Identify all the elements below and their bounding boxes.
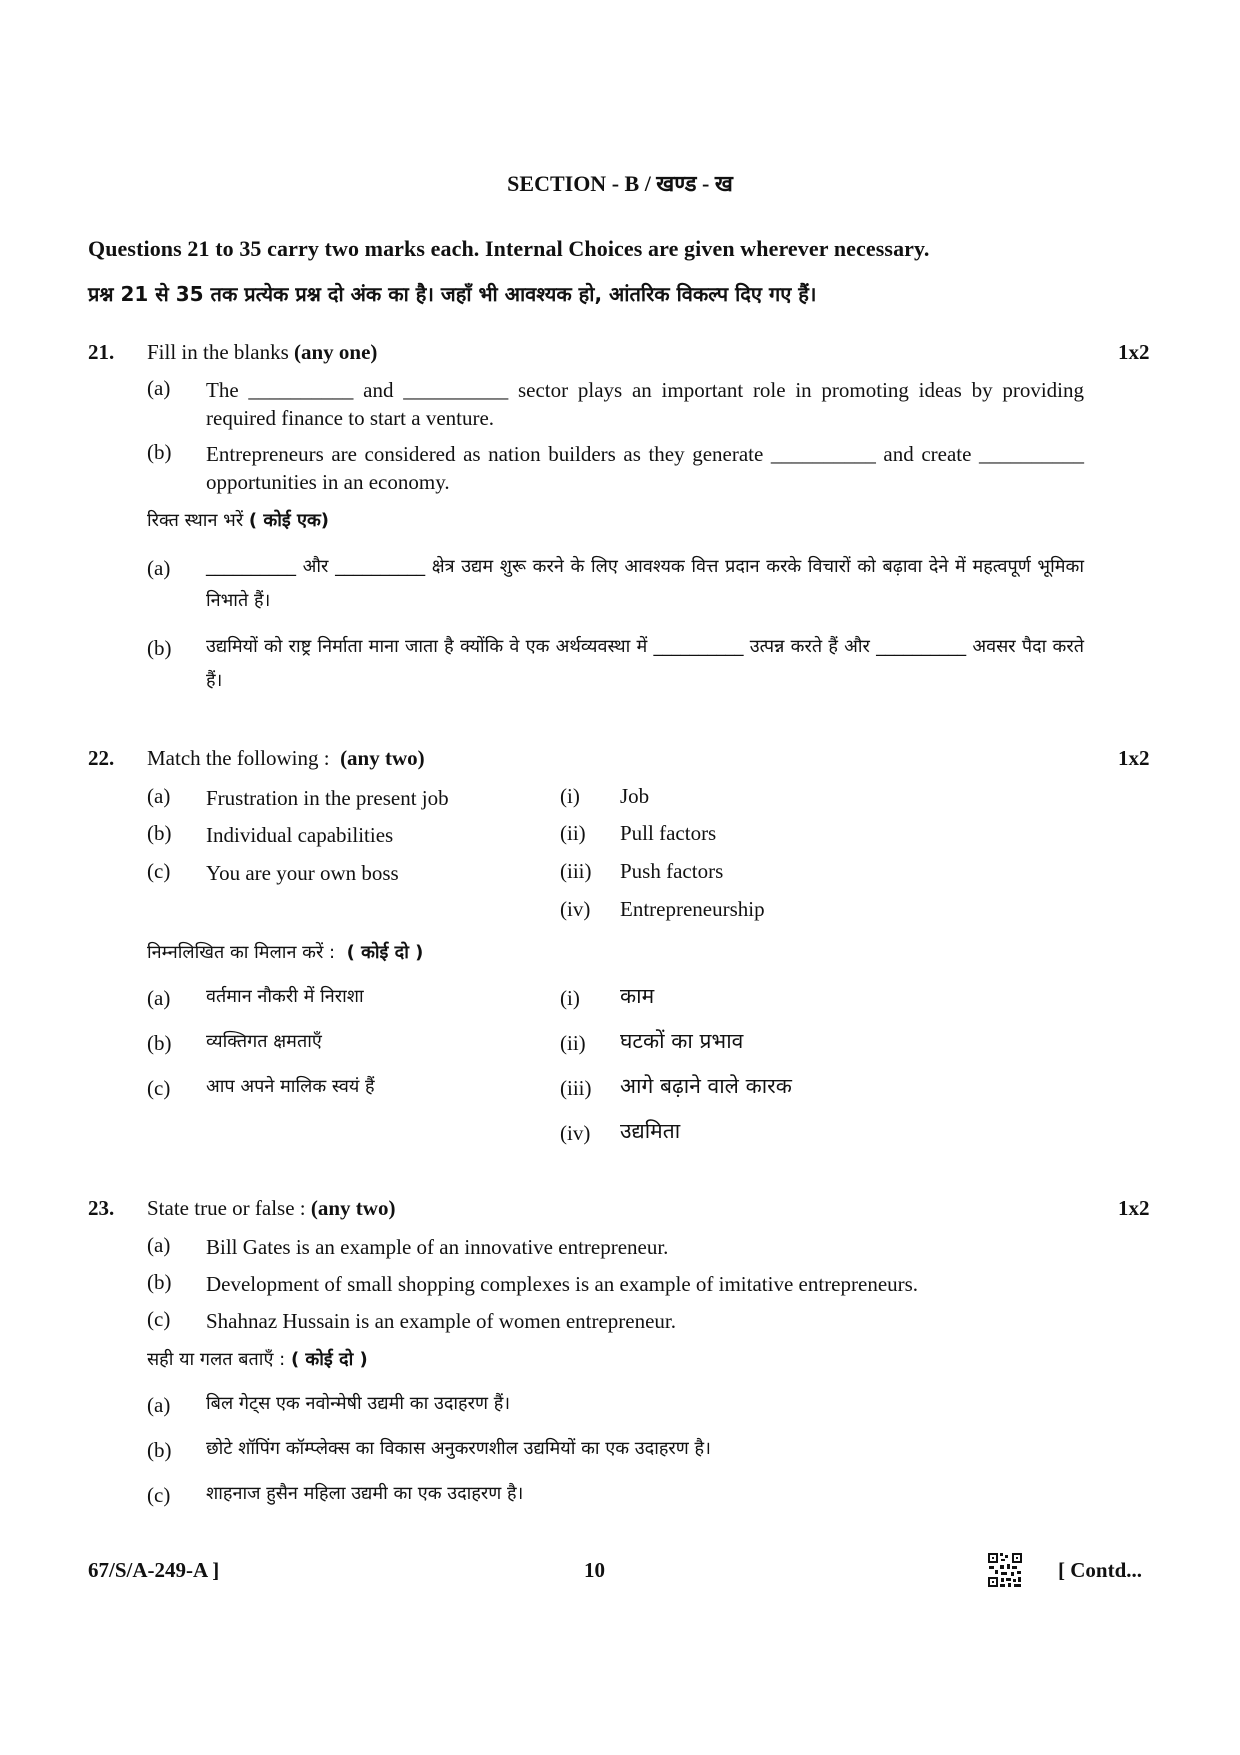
option-label: (a)	[147, 556, 171, 580]
match-right-item-hindi: घटकों का प्रभाव	[620, 1029, 744, 1053]
option-label: (b)	[147, 440, 172, 464]
option-label: (c)	[147, 1307, 171, 1331]
statement-item: Bill Gates is an example of an innovative entrepreneur.	[206, 1235, 669, 1259]
qr-code-icon	[987, 1552, 1023, 1588]
match-right-item: Push factors	[620, 859, 724, 883]
statement-item: Development of small shopping complexes is an example of imitative entrepreneurs.	[206, 1272, 919, 1296]
option-label: (c)	[147, 1483, 171, 1507]
question-choice: (any two)	[310, 1196, 396, 1220]
match-left-item: Individual capabilities	[206, 823, 394, 847]
question-text-hindi	[147, 1347, 368, 1371]
option-label: (iv)	[560, 1121, 591, 1145]
page-number: 10	[584, 1558, 605, 1582]
option-label: (c)	[147, 1076, 171, 1100]
option-label: (a)	[147, 1233, 171, 1257]
question-marks: 1x2	[1118, 746, 1150, 770]
option-label: (a)	[147, 1393, 171, 1417]
option-label: (iii)	[560, 859, 592, 883]
question-number: 21.	[88, 340, 115, 364]
question-choice: ( कोई दो )	[290, 1349, 368, 1370]
question-marks: 1x2	[1118, 340, 1150, 364]
question-text	[147, 1196, 395, 1221]
statement-item-hindi: बिल गेट्स एक नवोन्मेषी उद्यमी का उदाहरण हैं।	[206, 1393, 511, 1414]
question-text-hindi	[147, 508, 329, 532]
instructions-english: Questions 21 to 35 carry two marks each. Internal Choices are given wherever necessary.	[88, 236, 930, 261]
paper-code: 67/S/A-249-A ]	[88, 1558, 220, 1582]
option-label: (b)	[147, 821, 172, 845]
option-label: (a)	[147, 376, 171, 400]
match-left-item-hindi: व्यक्तिगत क्षमताएँ	[206, 1031, 322, 1052]
option-text: Entrepreneurs are considered as nation builders as they generate __________ and create __________ opportunities in an economy.	[206, 442, 1084, 494]
question-prompt: Match the following :	[147, 746, 330, 770]
statement-item: Shahnaz Hussain is an example of women entrepreneur.	[206, 1309, 677, 1333]
match-left-item: Frustration in the present job	[206, 786, 449, 810]
statement-item-hindi: शाहनाज हुसैन महिला उद्यमी का एक उदाहरण है।	[206, 1483, 524, 1504]
option-label: (c)	[147, 859, 171, 883]
match-right-item: Entrepreneurship	[620, 897, 765, 921]
option-label: (i)	[560, 986, 580, 1010]
question-text-hindi	[147, 940, 423, 964]
question-choice: (any two)	[340, 746, 425, 770]
question-number: 22.	[88, 746, 115, 770]
question-text	[147, 746, 425, 771]
continued-note: [ Contd...	[1058, 1558, 1143, 1582]
match-right-item-hindi: आगे बढ़ाने वाले कारक	[620, 1074, 792, 1098]
option-label: (a)	[147, 986, 171, 1010]
option-label: (ii)	[560, 821, 586, 845]
option-label: (b)	[147, 1270, 172, 1294]
option-label: (iv)	[560, 897, 591, 921]
match-left-item-hindi: आप अपने मालिक स्वयं हैं	[206, 1076, 375, 1097]
question-prompt: Fill in the blanks	[147, 340, 289, 364]
option-label: (iii)	[560, 1076, 592, 1100]
match-right-item-hindi: काम	[620, 984, 655, 1008]
question-marks: 1x2	[1118, 1196, 1150, 1220]
option-label: (i)	[560, 784, 580, 808]
question-choice: (any one)	[294, 340, 378, 364]
question-prompt: निम्नलिखित का मिलान करें :	[147, 942, 336, 963]
statement-item-hindi: छोटे शॉपिंग कॉम्प्लेक्स का विकास अनुकरणशील उद्यमियों का एक उदाहरण है।	[206, 1438, 711, 1459]
question-prompt: State true or false :	[147, 1196, 306, 1220]
option-text: The __________ and __________ sector plays an important role in promoting ideas by providing required finance to start a venture.	[206, 378, 1084, 430]
option-label: (a)	[147, 784, 171, 808]
option-label: (ii)	[560, 1031, 586, 1055]
option-text-hindi: उद्यमियों को राष्ट्र निर्माता माना जाता है क्योंकि वे एक अर्थव्यवस्था में __________ उत्पन्न करते हैं और __________ अवसर पैदा करते हैं।	[206, 636, 1084, 691]
question-prompt: रिक्त स्थान भरें	[147, 510, 244, 531]
match-right-item: Pull factors	[620, 821, 717, 845]
question-choice: ( कोई दो )	[346, 942, 424, 963]
instructions-hindi: प्रश्न 21 से 35 तक प्रत्येक प्रश्न दो अंक का है। जहाँ भी आवश्यक हो, आंतरिक विकल्प दिए गए हैं।	[88, 282, 817, 306]
question-prompt: सही या गलत बताएँ :	[147, 1349, 286, 1370]
option-label: (b)	[147, 636, 172, 660]
question-number: 23.	[88, 1196, 115, 1220]
question-text	[147, 340, 377, 365]
match-left-item-hindi: वर्तमान नौकरी में निराशा	[206, 986, 364, 1007]
match-right-item-hindi: उद्यमिता	[620, 1119, 681, 1143]
question-choice: ( कोई एक)	[248, 510, 330, 531]
option-label: (b)	[147, 1031, 172, 1055]
option-text-hindi: __________ और __________ क्षेत्र उद्यम शुरू करने के लिए आवश्यक वित्त प्रदान करके विचारों को बढ़ावा देने में महत्वपूर्ण भूमिका निभाते हैं।	[206, 556, 1084, 611]
section-title: SECTION - B / खण्ड - ख	[507, 171, 733, 196]
match-left-item: You are your own boss	[206, 861, 399, 885]
match-right-item: Job	[620, 784, 650, 808]
option-label: (b)	[147, 1438, 172, 1462]
